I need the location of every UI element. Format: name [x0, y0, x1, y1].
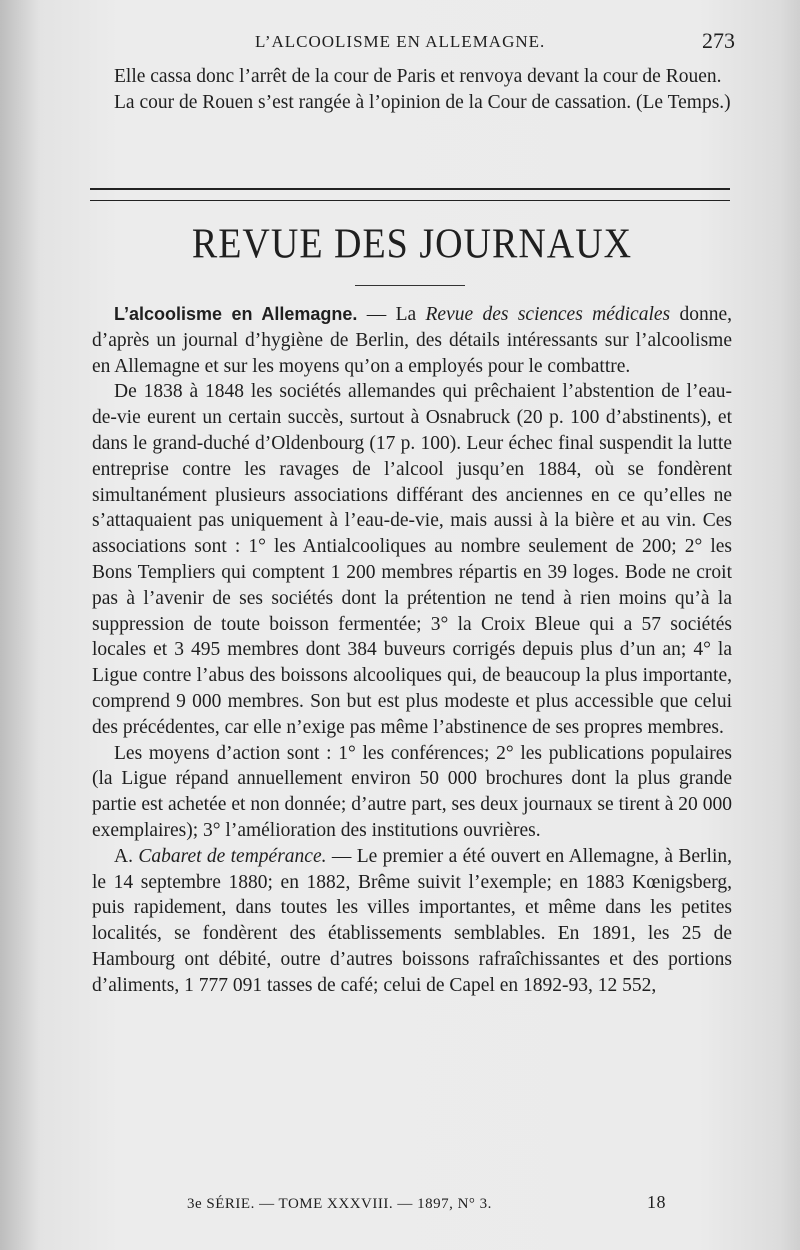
paragraph-means-of-action: Les moyens d’action sont : 1° les conférences; 2° les publications populaires (la Ligue répand annuellement environ 50 000 brochures dont la plus grande partie est achetée et non donnée; d’autre part, ses deux journaux se tirent à 20 000 exemplaires); 3° l’amélioration des institutions ouvrières. [92, 742, 732, 841]
running-header [95, 28, 735, 54]
cabaret-label: A. [114, 845, 133, 867]
top-text-block [92, 64, 732, 116]
article-lead-paragraph [92, 302, 732, 379]
article-title: L’alcoolisme en Allemagne. [114, 304, 358, 324]
article-body [92, 302, 732, 999]
series-line: 3e SÉRIE. — TOME XXXVIII. — 1897, N° 3. [187, 1196, 492, 1212]
section-heading: REVUE DES JOURNAUX [191, 220, 633, 268]
paragraph-cour-de-rouen: La cour de Rouen s’est rangée à l’opinion de la Cour de cassation. (Le Temps.) [114, 91, 731, 113]
short-rule-divider [355, 285, 465, 286]
cabaret-text: — Le premier a été ouvert en Allemagne, à Berlin, le 14 septembre 1880; en 1882, Brême suivit l’exemple; en 1883 Kœnigsberg, puis rapidement, dans toutes les villes importantes, et même dans les petites localités, se fondèrent des établissements semblables. En 1891, les 25 de Hambourg ont débité, outre d’autres boissons rafraîchissantes et des portions d’aliments, 1 777 091 tasses de café; celui de Capel en 1892-93, 12 552, [92, 845, 732, 996]
lead-text: donne, d’après un journal d’hygiène de Berlin, des détails intéressants sur l’alcoolisme en Allemagne et sur les moyens qu’on a employés pour le combattre. [92, 304, 732, 377]
signature-mark: 18 [647, 1192, 666, 1212]
lead-dash: — La [357, 304, 426, 325]
paragraph-history: De 1838 à 1848 les sociétés allemandes qui prêchaient l’abstention de l’eau-de-vie eurent un certain succès, surtout à Osnabruck (20 p. 100 d’abstinents), et dans le grand-duché d’Oldenbourg (17 p. 100). Leur échec final suspendit la lutte entreprise contre les ravages de l’alcool jusqu’en 1884, où se fondèrent simultanément plusieurs associations différant des anciennes en ce qu’elles ne s’attaquaient pas uniquement à l’eau-de-vie, mais aussi à la bière et au vin. Ces associations sont : 1° les Antialcooliques au nombre seulement de 200; 2° les Bons Templiers qui comptent 1 200 membres répartis en 39 loges. Bode ne croit pas à l’avenir de ses sociétés dont la prétention ne tend à rien moins qu’à la suppression de toute boisson fermentée; 3° la Croix Bleue qui a 57 sociétés locales et 3 495 membres dont 384 buveurs corrigés depuis plus d’un an; 4° la Ligue contre l’abus des boissons alcooliques qui, de beaucoup la plus importante, comprend 9 000 membres. Son but est plus modeste et plus accessible que celui des précédentes, car elle n’exige pas même l’abstinence de ses propres membres. [92, 381, 732, 738]
cabaret-title: Cabaret de tempérance. [138, 845, 327, 867]
paragraph-cabaret [92, 844, 732, 999]
paragraph-cour-de-paris: Elle cassa donc l’arrêt de la cour de Paris et renvoya devant la cour de Rouen. [114, 66, 722, 87]
running-title: L’ALCOOLISME EN ALLEMAGNE. [255, 32, 546, 51]
page-footer [92, 1192, 732, 1218]
page-number: 273 [702, 28, 735, 53]
double-rule-divider [90, 188, 730, 201]
journal-name: Revue des sciences médicales [425, 304, 671, 325]
